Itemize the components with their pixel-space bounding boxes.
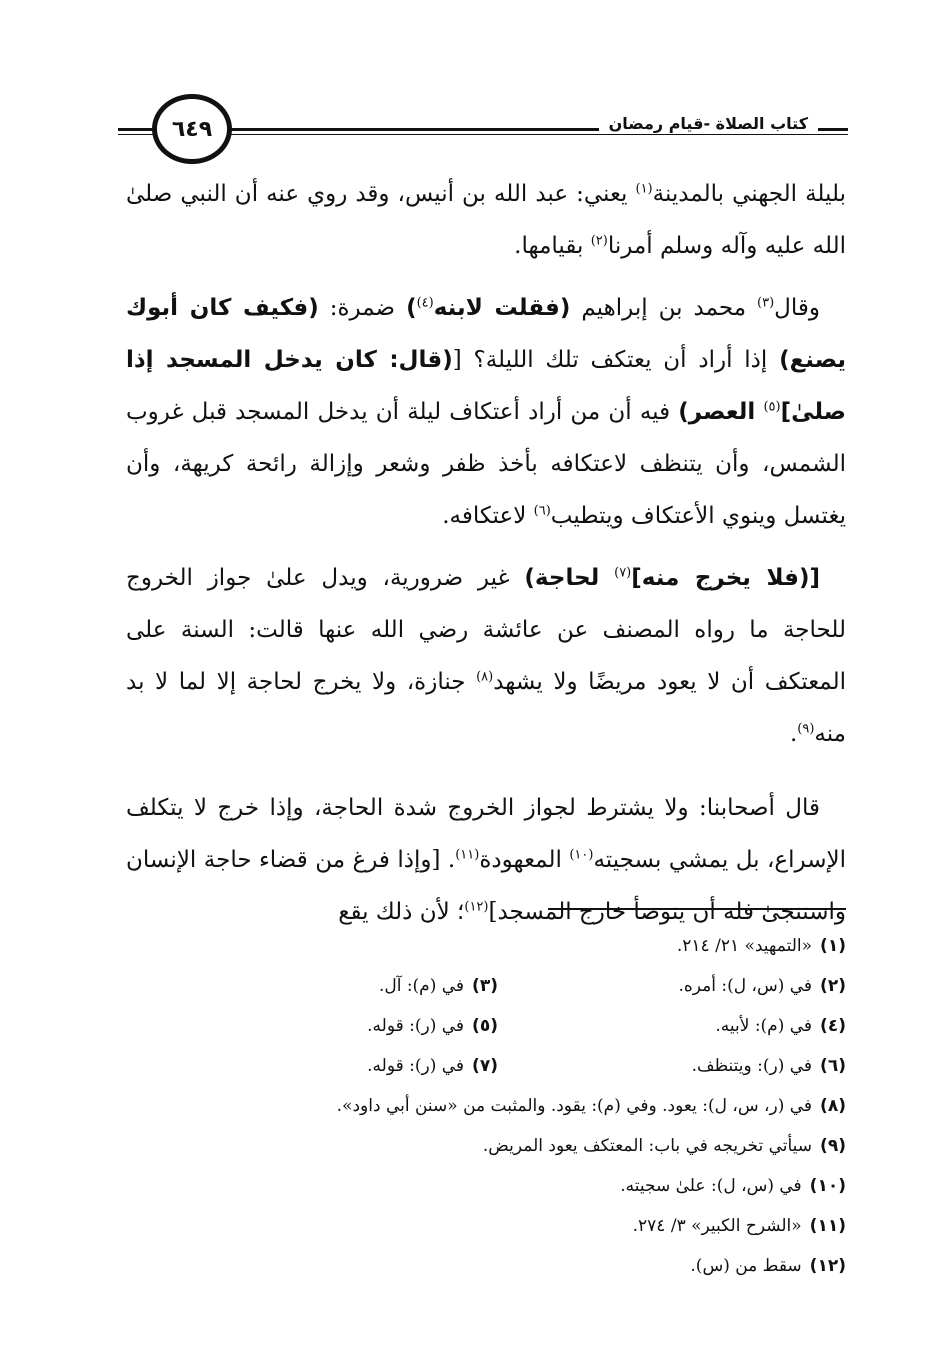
footnote-ref: (٩) [797, 721, 815, 737]
paragraph-4: قال أصحابنا: ولا يشترط لجواز الخروج شدة الحاجة، وإذا خرج لا يتكلف الإسراع، بل يمشي بسجيته$^{(١٠)}$ المعهودة$^{(١١)}$. [وإذا فرغ من قضاء حاجة الإنسان واستنجىٰ فله أن يتوضأ خارج المسجد]$^{(١٢)}$؛ لأن ذلك يقع [126, 795, 846, 925]
footnote-11: (١١)«الشرح الكبير» ٣/ ٢٧٤. [632, 1216, 846, 1236]
footnote-7: (٧)في (ر): قوله. [367, 1056, 498, 1076]
footnote-6: (٦)في (ر): ويتنظف. [691, 1056, 846, 1076]
quoted-text: [(فلا يخرج منه] [631, 565, 820, 591]
quoted-text: (فكيف كان أبوك يصنع) [126, 295, 846, 373]
quoted-text: (فقلت لابنه [433, 295, 571, 321]
footnote-ref: (١) [635, 181, 653, 197]
page-number: ٦٤٩ [152, 94, 232, 164]
quoted-text: العصر) [678, 399, 756, 425]
footnote-ref: (١٠) [569, 847, 594, 863]
footnote-ref: (٨) [476, 669, 494, 685]
footnote-ref: (٥) [763, 399, 781, 415]
footnote-1: (١)«التمهيد» ٢١/ ٢١٤. [676, 936, 846, 956]
footnote-ref: (٦) [533, 503, 551, 519]
quoted-text: (قال: كان يدخل المسجد إذا صلىٰ] [126, 347, 847, 425]
footnote-9: (٩)سيأتي تخريجه في باب: المعتكف يعود المريض. [482, 1136, 846, 1156]
footnote-ref: (١٢) [464, 899, 489, 915]
footnote-ref: (٧) [614, 565, 632, 581]
footnote-ref: (٣) [757, 295, 775, 311]
footnote-3: (٣)في (م): آل. [378, 976, 498, 996]
footnote-ref: (٢) [590, 233, 608, 249]
paragraph-2: وقال$^{(٣)}$ محمد بن إبراهيم (فقلت لابنه$^{(٤)}$) ضمرة: (فكيف كان أبوك يصنع) إذا أراد أن يعتكف تلك الليلة؟ [(قال: كان يدخل المسجد إذا صلىٰ]$^{(٥)}$ العصر) فيه أن من أراد أعتكاف ليلة أن يدخل المسجد قبل غروب الشمس، وأن يتنظف لاعتكافه بأخذ ظفر وشعر وإزالة رائحة كريهة، وأن يغتسل وينوي الأعتكاف ويتطيب$^{(٦)}$ لاعتكافه. [126, 295, 847, 529]
footnote-ref: (١١) [455, 847, 480, 863]
footnote-2: (٢)في (س، ل): أمره. [678, 976, 846, 996]
running-title: كتاب الصلاة -قيام رمضان [599, 114, 818, 133]
footnote-4: (٤)في (م): لأبيه. [715, 1016, 846, 1036]
footnote-12: (١٢)سقط من (س). [690, 1256, 846, 1276]
page-header [118, 92, 848, 166]
paragraph-3: [(فلا يخرج منه]$^{(٧)}$ لحاجة) غير ضرورية، ويدل علىٰ جواز الخروج للحاجة ما رواه المصنف عن عائشة رضي الله عنها قالت: السنة على المعتكف أن لا يعود مريضًا ولا يشهد$^{(٨)}$ جنازة، ولا يخرج لحاجة إلا لما لا بد منه$^{(٩)}$. [126, 565, 846, 747]
paragraph-1: بليلة الجهني بالمدينة$^{(١)}$ يعني: عبد الله بن أنيس، وقد روي عنه أن النبي صلىٰ الله عليه وآله وسلم أمرنا$^{(٢)}$ بقيامها. [126, 181, 846, 259]
footnote-rule [548, 908, 846, 910]
quoted-text: لحاجة) [524, 565, 600, 591]
footnote-10: (١٠)في (س، ل): علىٰ سجيته. [620, 1176, 846, 1196]
footnote-5: (٥)في (ر): قوله. [367, 1016, 498, 1036]
footnotes [150, 926, 846, 1286]
main-text [126, 168, 846, 938]
footnote-8: (٨)في (ر، س، ل): يعود. وفي (م): يقود. والمثبت من «سنن أبي داود». [336, 1096, 846, 1116]
footnote-ref: (٤) [416, 295, 434, 311]
